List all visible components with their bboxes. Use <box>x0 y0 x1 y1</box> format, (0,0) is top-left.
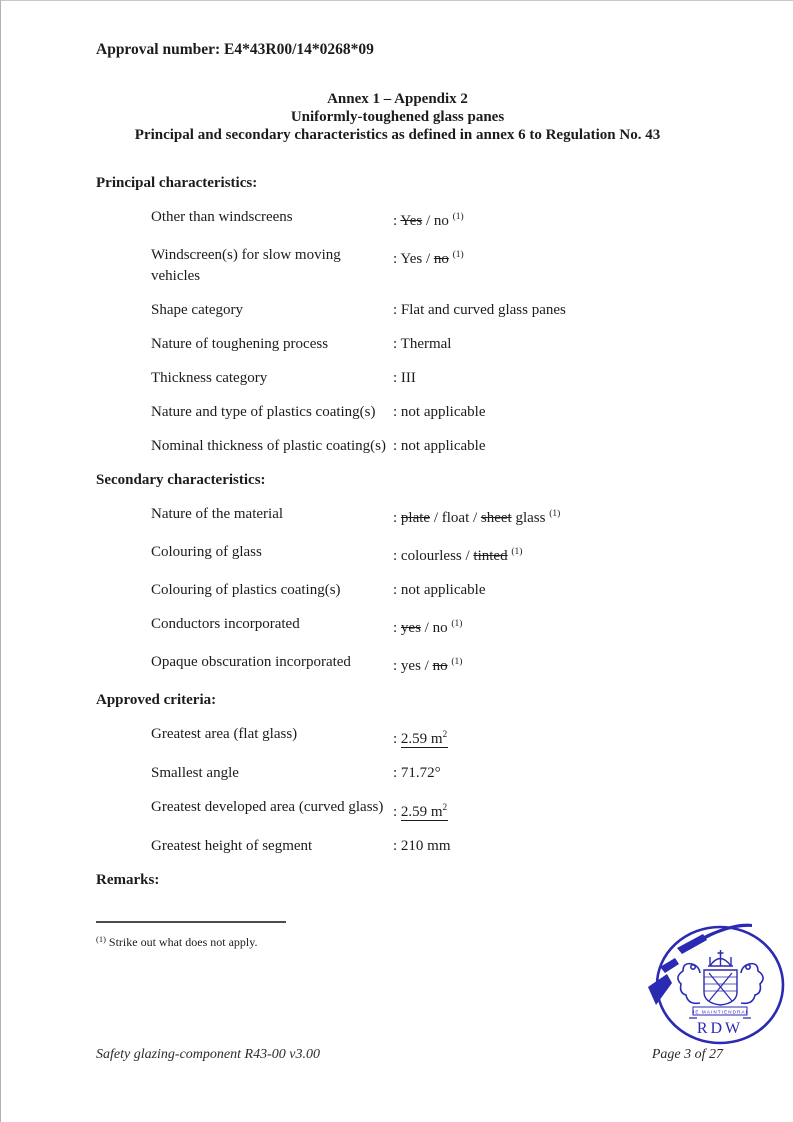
footnote-ref: (1) <box>549 509 561 519</box>
value-text: not applicable <box>400 582 486 598</box>
value-text: Flat and curved glass panes <box>400 302 566 318</box>
row-value <box>393 368 741 389</box>
lion-left-icon <box>678 964 700 1004</box>
remarks-heading: Remarks: <box>96 872 160 888</box>
colon: : <box>393 838 398 854</box>
row-colouring-of-glass <box>96 542 741 567</box>
row-other-than-windscreens <box>96 207 741 232</box>
struck-text: no <box>433 251 449 267</box>
row-value <box>393 245 741 287</box>
struck-text: plate <box>400 510 431 526</box>
row-value <box>393 436 741 457</box>
struck-text: Yes <box>400 213 423 229</box>
value-text: Yes / <box>400 251 431 267</box>
value-text: glass <box>515 510 546 526</box>
principal-characteristics-heading: Principal characteristics: <box>96 175 258 191</box>
row-opaque-obscuration <box>96 652 741 677</box>
value-text: / no <box>424 620 448 636</box>
row-conductors-incorporated <box>96 614 741 639</box>
value-text: Thermal <box>400 336 452 352</box>
footnote-ref: (1) <box>452 212 464 222</box>
row-toughening-process <box>96 334 741 355</box>
row-value <box>393 300 741 321</box>
value-text: not applicable <box>400 438 486 454</box>
row-label: Greatest height of segment <box>151 838 313 854</box>
row-label: Windscreen(s) for slow moving vehicles <box>151 247 341 284</box>
row-greatest-height-segment <box>96 836 741 857</box>
row-label: Nominal thickness of plastic coating(s) <box>151 438 386 454</box>
colon: : <box>393 548 398 564</box>
approval-number: Approval number: E4*43R00/14*0268*09 <box>96 41 374 58</box>
row-label: Nature of toughening process <box>151 336 329 352</box>
row-label: Nature and type of plastics coating(s) <box>151 404 376 420</box>
row-value <box>393 836 741 857</box>
footnote-ref: (1) <box>511 547 523 557</box>
colon: : <box>393 582 398 598</box>
crown-icon <box>708 950 733 966</box>
stamp-org: RDW <box>696 1020 744 1037</box>
footnote-marker: (1) <box>96 934 106 944</box>
colon: : <box>393 620 398 636</box>
value-text: 2.59 m <box>400 731 443 747</box>
row-label: Colouring of glass <box>151 544 262 560</box>
title-line-3: Principal and secondary characteristics as defined in annex 6 to Regulation No. 43 <box>134 127 661 143</box>
colon: : <box>393 302 398 318</box>
row-label: Other than windscreens <box>151 209 293 225</box>
title-line-2: Uniformly-toughened glass panes <box>290 109 505 125</box>
struck-text: no <box>432 658 448 674</box>
row-value <box>393 797 741 823</box>
title-block <box>1 90 793 144</box>
superscript-2: 2 <box>442 802 448 812</box>
colon: : <box>393 765 398 781</box>
value-text: / float / <box>433 510 478 526</box>
row-value <box>393 402 741 423</box>
row-nature-of-material <box>96 504 741 529</box>
value-text: / no <box>425 213 449 229</box>
value-text: 210 mm <box>400 838 451 854</box>
document-body <box>96 173 741 950</box>
row-value <box>393 724 741 750</box>
underlined-value <box>401 804 448 821</box>
footer-document-id: Safety glazing-component R43-00 v3.00 <box>96 1047 320 1062</box>
colon: : <box>393 658 398 674</box>
struck-text: yes <box>400 620 421 636</box>
colon: : <box>393 804 398 820</box>
row-value <box>393 652 741 677</box>
colon: : <box>393 251 398 267</box>
struck-text: tinted <box>473 548 508 564</box>
row-label: Colouring of plastics coating(s) <box>151 582 341 598</box>
row-windscreen-slow-moving <box>96 245 741 287</box>
rdw-stamp <box>646 921 788 1047</box>
row-colouring-plastics-coating <box>96 580 741 601</box>
value-text: not applicable <box>400 404 486 420</box>
row-value <box>393 207 741 232</box>
secondary-characteristics-heading: Secondary characteristics: <box>96 472 266 488</box>
row-greatest-developed-area <box>96 797 741 823</box>
colon: : <box>393 438 398 454</box>
row-label: Conductors incorporated <box>151 616 300 632</box>
approved-criteria-heading: Approved criteria: <box>96 692 217 708</box>
stamp-motto: JE MAINTIENDRAI <box>691 1009 749 1015</box>
footer-page-number: Page 3 of 27 <box>651 1047 723 1062</box>
row-plastic-coating-thickness <box>96 436 741 457</box>
colon: : <box>393 336 398 352</box>
footnote-ref: (1) <box>451 619 463 629</box>
row-shape-category <box>96 300 741 321</box>
lion-right-icon <box>741 964 763 1004</box>
value-text: 2.59 m <box>400 804 443 820</box>
row-label: Greatest developed area (curved glass) <box>151 799 384 815</box>
value-text: yes / <box>400 658 429 674</box>
value-text: 71.72° <box>400 765 441 781</box>
row-value <box>393 763 741 784</box>
title-line-1: Annex 1 – Appendix 2 <box>327 91 468 107</box>
row-label: Thickness category <box>151 370 268 386</box>
footnote-divider <box>96 921 286 923</box>
colon: : <box>393 370 398 386</box>
footnote <box>96 932 741 950</box>
row-label: Opaque obscuration incorporated <box>151 654 351 670</box>
row-smallest-angle <box>96 763 741 784</box>
row-value <box>393 542 741 567</box>
struck-text: sheet <box>480 510 512 526</box>
row-label: Smallest angle <box>151 765 239 781</box>
row-greatest-area-flat <box>96 724 741 750</box>
colon: : <box>393 213 398 229</box>
row-value <box>393 334 741 355</box>
footnote-text: Strike out what does not apply. <box>108 935 258 949</box>
value-text: III <box>400 370 416 386</box>
row-label: Shape category <box>151 302 244 318</box>
footnote-ref: (1) <box>452 250 464 260</box>
superscript-2: 2 <box>442 729 448 739</box>
colon: : <box>393 404 398 420</box>
row-value <box>393 614 741 639</box>
colon: : <box>393 510 398 526</box>
footnote-ref: (1) <box>451 657 463 667</box>
shield-icon <box>704 970 737 1005</box>
value-text: colourless / <box>400 548 470 564</box>
row-label: Greatest area (flat glass) <box>151 726 298 742</box>
row-thickness-category <box>96 368 741 389</box>
row-plastics-coating-type <box>96 402 741 423</box>
row-value <box>393 580 741 601</box>
row-value <box>393 504 741 529</box>
row-label: Nature of the material <box>151 506 284 522</box>
underlined-value <box>401 731 448 748</box>
page-footer <box>96 1047 723 1063</box>
colon: : <box>393 731 398 747</box>
